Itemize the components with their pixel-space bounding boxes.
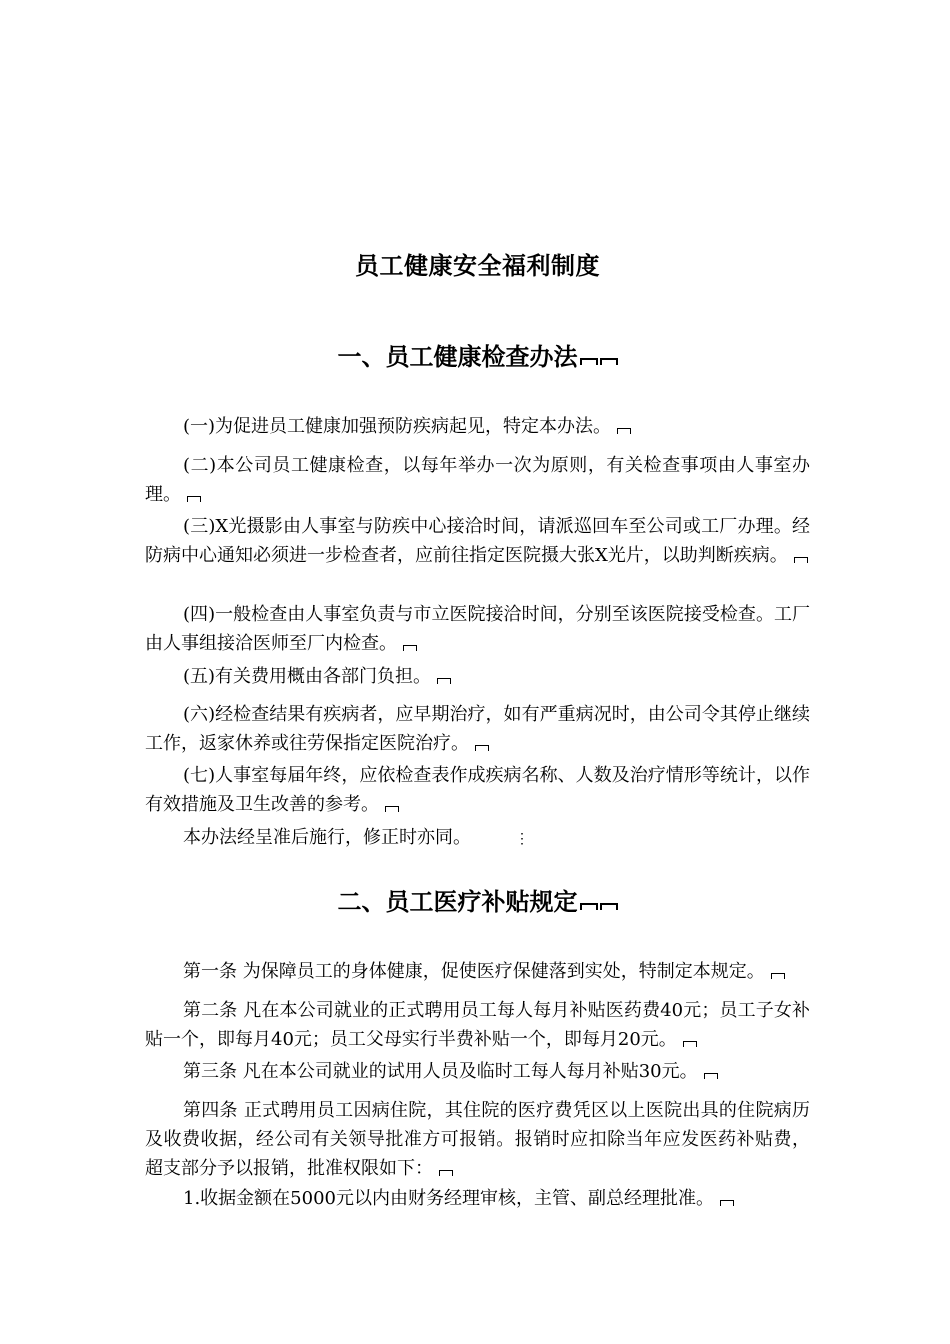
paragraph: (四)一般检查由人事室负责与市立医院接洽时间，分别至该医院接受检查。工厂由人事组接洽医师至厂内检查。 (145, 604, 810, 654)
paragraph-mark-icon (187, 496, 201, 502)
vertical-ellipsis-icon: ⋮ (515, 831, 529, 847)
paragraph-mark-icon (794, 557, 808, 563)
paragraph: 第一条 为保障员工的身体健康，促使医疗保健落到实处，特制定本规定。 (145, 957, 810, 986)
paragraph-mark-icon (600, 358, 618, 365)
paragraph-mark-icon (385, 806, 399, 812)
paragraph: 1.收据金额在5000元以内由财务经理审核，主管、副总经理批准。 (145, 1184, 810, 1213)
paragraph: 第二条 凡在本公司就业的正式聘用员工每人每月补贴医药费40元；员工子女补贴一个，即每月40元；员工父母实行半费补贴一个，即每月20元。 (145, 1000, 810, 1050)
paragraph: 第四条 正式聘用员工因病住院，其住院的医疗费凭区以上医院出具的住院病历及收费收据，经公司有关领导批准方可报销。报销时应扣除当年应发医药补贴费，超支部分予以报销，批准权限如下： (145, 1100, 810, 1179)
paragraph-closing: 本办法经呈准后施行，修正时亦同。 ⋮ (145, 823, 810, 854)
paragraph-mark-icon (475, 745, 489, 751)
paragraph-mark-icon (771, 973, 785, 979)
paragraph-mark-icon (704, 1073, 718, 1079)
paragraph-mark-icon (439, 1170, 453, 1176)
paragraph-mark-icon (683, 1041, 697, 1047)
paragraph: (六)经检查结果有疾病者，应早期治疗，如有严重病况时，由公司令其停止继续工作，返家休养或往劳保指定医院治疗。 (145, 704, 810, 754)
paragraph: (二)本公司员工健康检查，以每年举办一次为原则，有关检查事项由人事室办理。 (145, 455, 810, 505)
section-heading-text: 二、员工医疗补贴规定 (337, 887, 578, 916)
paragraph-mark-icon (580, 903, 598, 910)
section-heading-health-check (145, 337, 810, 372)
paragraph: 第三条 凡在本公司就业的试用人员及临时工每人每月补贴30元。 (145, 1057, 810, 1086)
paragraph-mark-icon (403, 645, 417, 651)
section-heading-text: 一、员工健康检查办法 (337, 342, 578, 371)
paragraph-mark-icon (600, 903, 618, 910)
section-heading-medical-subsidy (145, 882, 810, 917)
paragraph: (一)为促进员工健康加强预防疾病起见，特定本办法。 (145, 412, 810, 441)
paragraph-mark-icon (617, 428, 631, 434)
paragraph-mark-icon (580, 358, 598, 365)
document-title: 员工健康安全福利制度 (355, 251, 600, 280)
paragraph: (七)人事室每届年终，应依检查表作成疾病名称、人数及治疗情形等统计，以作有效措施及卫生改善的参考。 (145, 765, 810, 815)
paragraph: (三)X光摄影由人事室与防疾中心接洽时间，请派巡回车至公司或工厂办理。经防病中心通知必须进一步检查者，应前往指定医院摄大张X光片，以助判断疾病。 (145, 516, 810, 566)
paragraph: (五)有关费用概由各部门负担。 (145, 662, 810, 691)
paragraph-mark-icon (437, 678, 451, 684)
paragraph-mark-icon (720, 1200, 734, 1206)
